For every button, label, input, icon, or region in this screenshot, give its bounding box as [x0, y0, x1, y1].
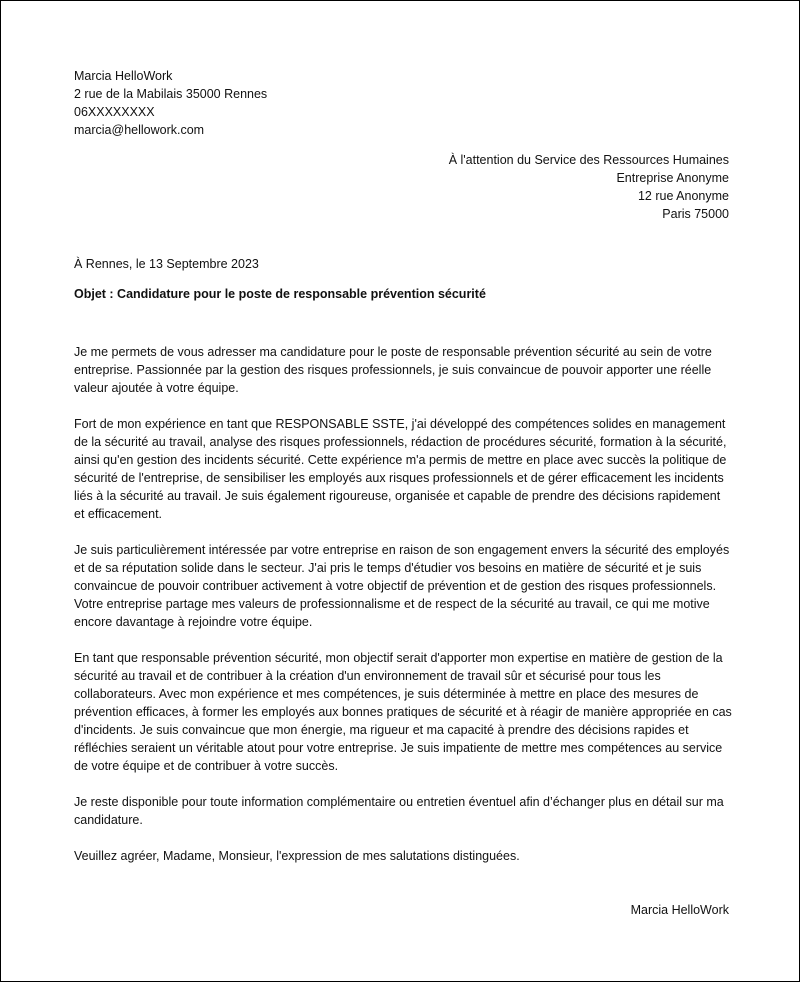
subject-line: Objet : Candidature pour le poste de responsable prévention sécurité: [74, 287, 486, 301]
paragraph-availability: Je reste disponible pour toute information complémentaire ou entretien éventuel afin d’échanger plus en détail sur ma candidature.: [74, 795, 724, 827]
sender-address: 2 rue de la Mabilais 35000 Rennes: [74, 87, 268, 101]
paragraph-intro: Je me permets de vous adresser ma candidature pour le poste de responsable prévention sécurité au sein de votre entreprise. Passionnée par la gestion des risques professionnels, je suis convaincue de pouvoir apporter une réelle valeur ajoutée à votre équipe.: [74, 345, 712, 395]
recipient-company: Entreprise Anonyme: [616, 171, 729, 185]
paragraph-closing: Veuillez agréer, Madame, Monsieur, l'expression de mes salutations distinguées.: [74, 849, 520, 863]
paragraph-experience: Fort de mon expérience en tant que RESPONSABLE SSTE, j'ai développé des compétences solides en management de la sécurité au travail, analyse des risques professionnels, rédaction de procédures sécurité, formation à la sécurité, ainsi qu'en gestion des incidents sécurité. Cette expérience m'a permis de mettre en place avec succès la politique de sécurité de l'entreprise, de sensibiliser les employés aux risques professionnels et de gérer efficacement les incidents liés à la sécurité au travail. Je suis également rigoureuse, organisée et capable de prendre des décisions rapidement et efficacement.: [74, 417, 727, 521]
sender-name: Marcia HelloWork: [74, 69, 173, 83]
sender-email: marcia@hellowork.com: [74, 123, 205, 137]
sender-block: [74, 67, 729, 139]
paragraph-motivation: Je suis particulièrement intéressée par votre entreprise en raison de son engagement envers la sécurité des employés et de sa réputation solide dans le secteur. J'ai pris le temps d'étudier vos besoins en matière de sécurité et je suis convaincue de pouvoir contribuer activement à votre objectif de prévention et de gestion des risques professionnels. Votre entreprise partage mes valeurs de professionnalisme et de respect de la sécurité au travail, ce qui me motive encore davantage à rejoindre votre équipe.: [74, 543, 730, 629]
sender-phone: 06XXXXXXXX: [74, 105, 155, 119]
paragraph-objective: En tant que responsable prévention sécurité, mon objectif serait d'apporter mon expertise en matière de gestion de la sécurité au travail et de contribuer à la création d'un environnement de travail sûr et sécurisé pour tous les collaborateurs. Avec mon expérience et mes compétences, je suis déterminée à mettre en place des mesures de prévention efficaces, à former les employés aux bonnes pratiques de sécurité et à réagir de manière appropriée en cas d'incidents. Je suis convaincue que mon énergie, ma rigueur et ma capacité à prendre des décisions rapides et réfléchies seraient un véritable atout pour votre entreprise. Je suis impatiente de mettre mes compétences au service de votre équipe et de contribuer à votre succès.: [74, 651, 732, 773]
recipient-attention: À l'attention du Service des Ressources Humaines: [448, 153, 729, 167]
signature: Marcia HelloWork: [630, 903, 729, 917]
date-line: À Rennes, le 13 Septembre 2023: [74, 257, 259, 271]
recipient-street: 12 rue Anonyme: [637, 189, 729, 203]
recipient-city: Paris 75000: [662, 207, 729, 221]
recipient-block: [74, 151, 729, 223]
